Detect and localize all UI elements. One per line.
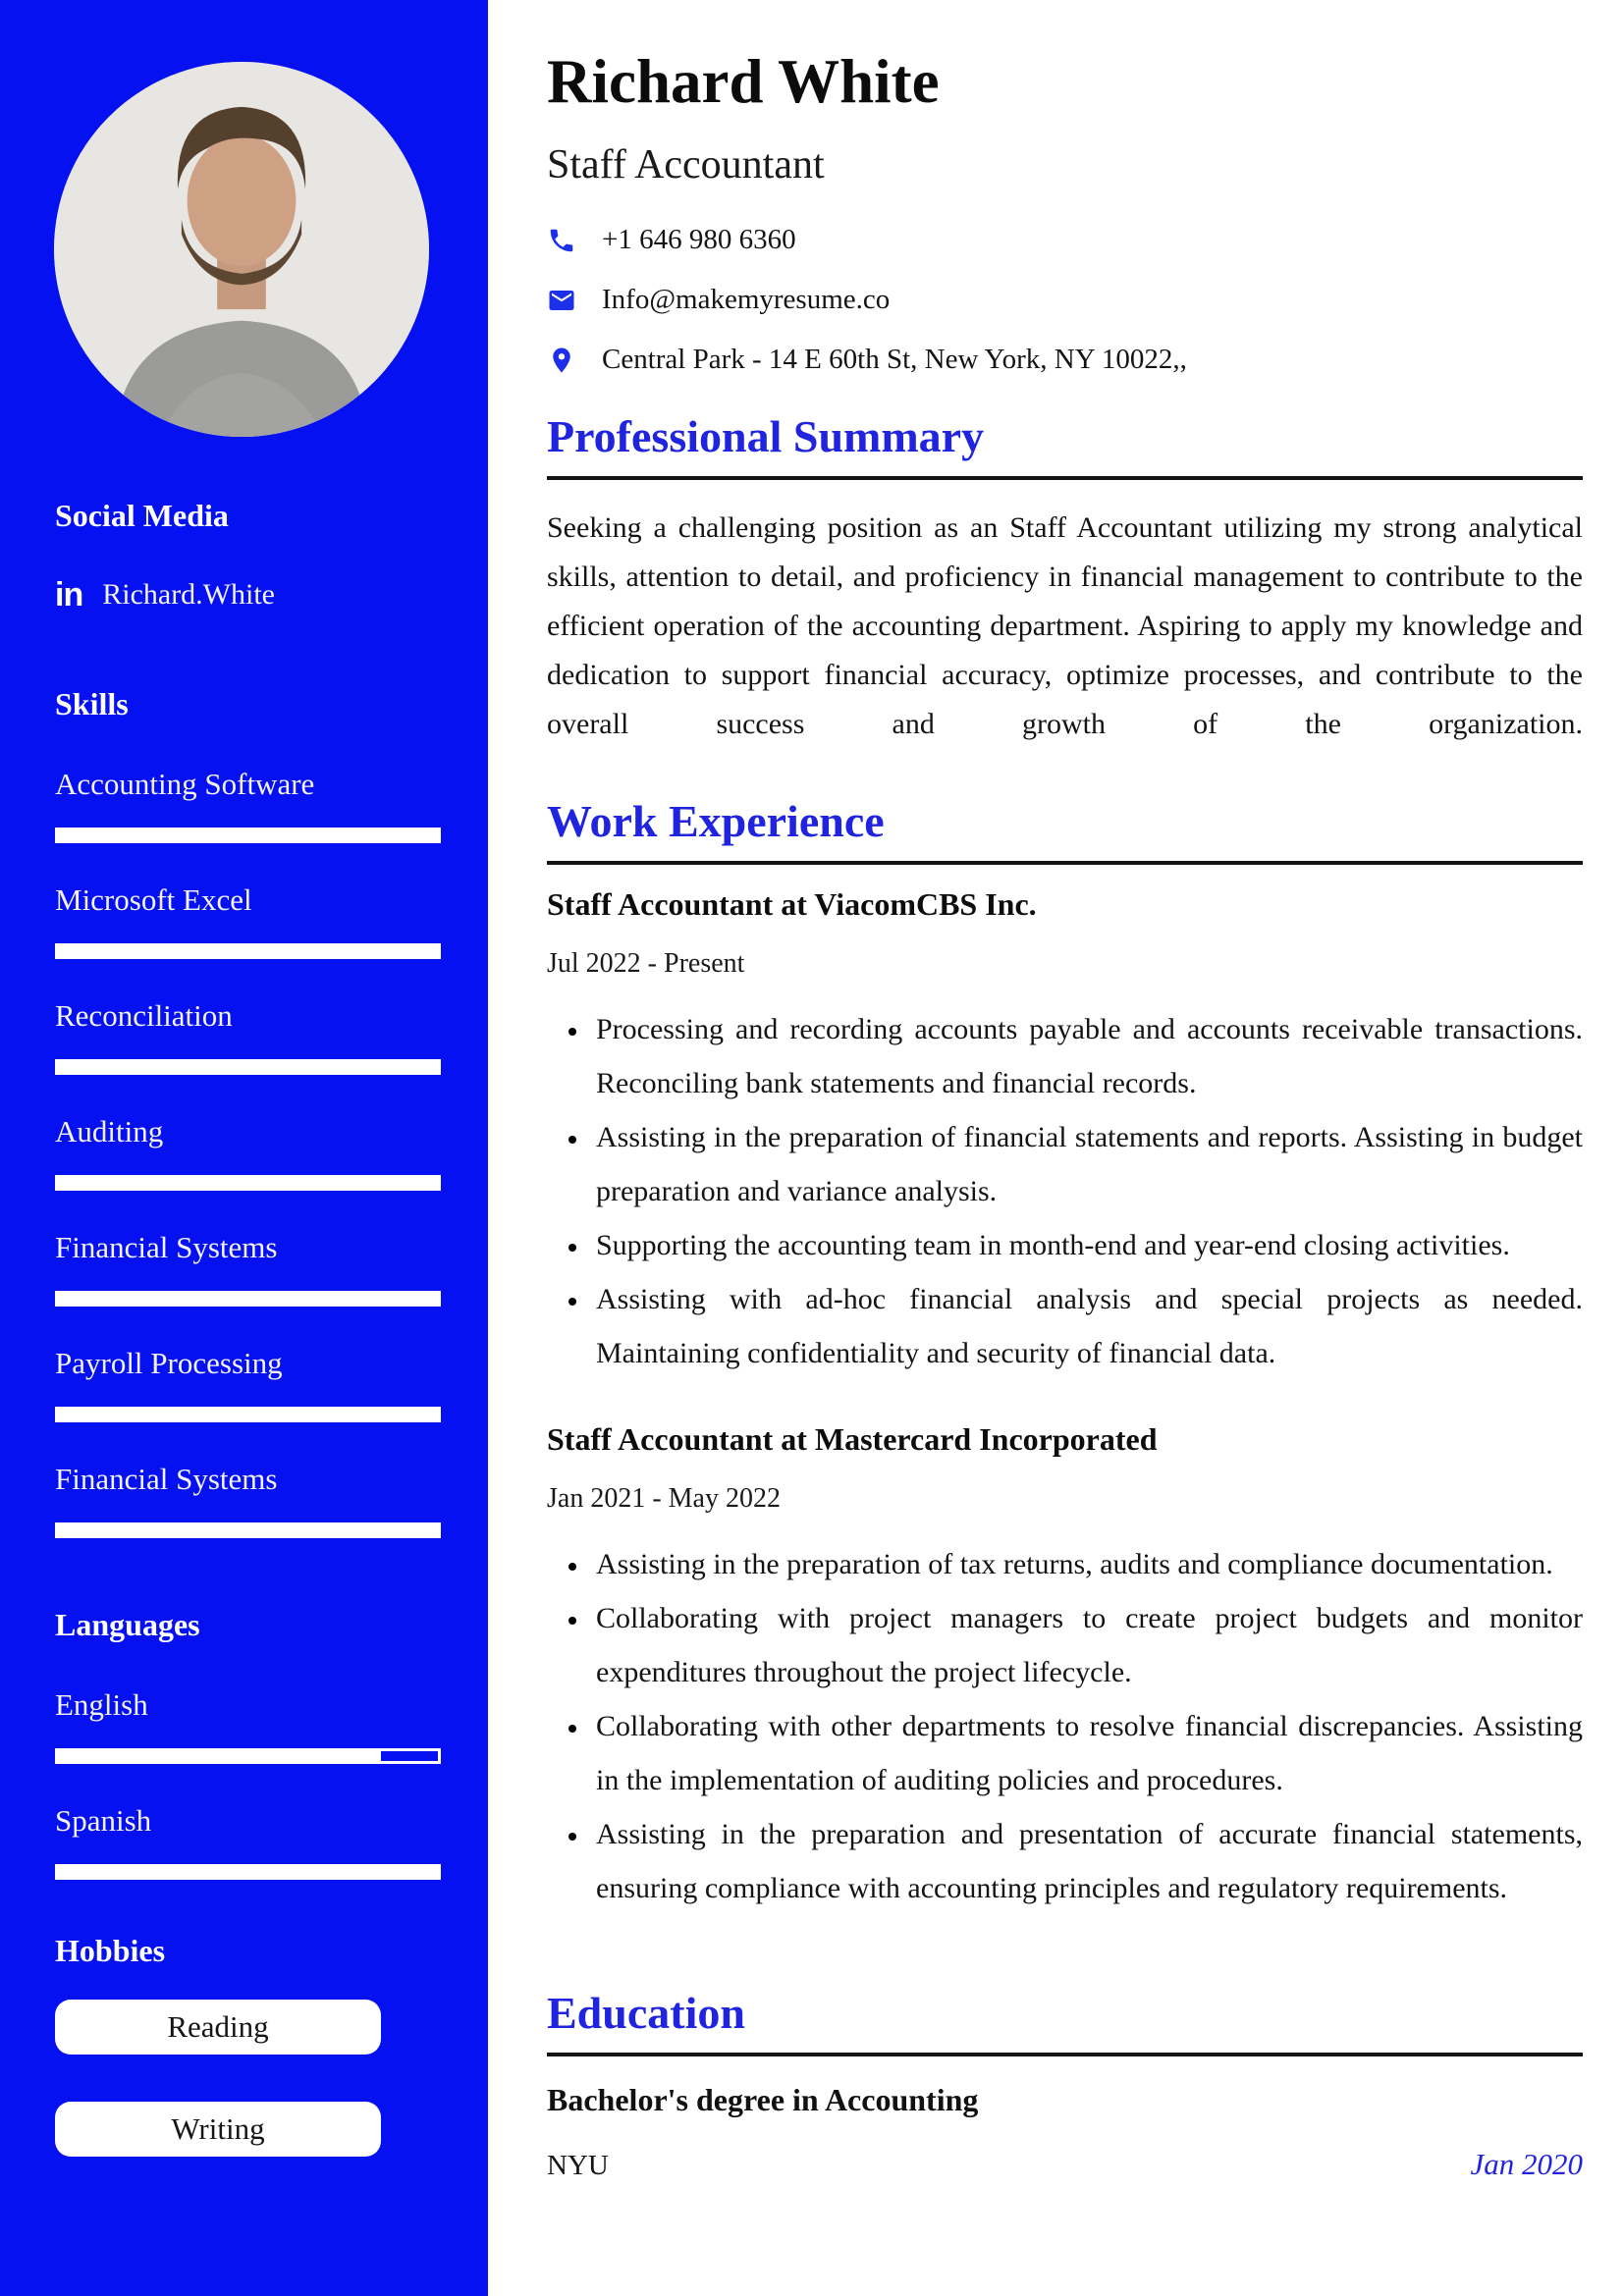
job-bullet: • Processing and recording accounts payable and accounts receivable transactions. Reconciling bank statements and financial records. <box>590 1002 1583 1110</box>
linkedin-row <box>55 578 441 612</box>
skill-item <box>55 882 441 959</box>
job-bullet: • Collaborating with other departments to resolve financial discrepancies. Assisting in the implementation of auditing policies and procedures. <box>590 1699 1583 1807</box>
skill-item <box>55 1114 441 1191</box>
job-title: Staff Accountant at ViacomCBS Inc. <box>547 886 1037 922</box>
job-dates: Jan 2021 - May 2022 <box>547 1483 781 1514</box>
main-content <box>488 0 1623 2296</box>
skill-item <box>55 1462 441 1538</box>
education-detail-row <box>547 2147 1583 2182</box>
skill-bar <box>55 943 441 959</box>
skill-name: Reconciliation <box>55 998 233 1033</box>
language-bar <box>55 1864 441 1880</box>
hobbies-heading: Hobbies <box>55 1933 166 1968</box>
person-role: Staff Accountant <box>547 142 825 187</box>
skill-bar <box>55 1175 441 1191</box>
skill-name: Auditing <box>55 1114 164 1148</box>
email-address: Info@makemyresume.co <box>602 284 891 315</box>
social-media-heading: Social Media <box>55 498 229 533</box>
hobby-pill: Reading <box>55 2000 381 2055</box>
language-bar-fill <box>58 1751 381 1761</box>
hobby-pill: Writing <box>55 2102 381 2157</box>
skill-bar <box>55 1407 441 1422</box>
school-name: NYU <box>547 2150 609 2181</box>
skill-bar-fill <box>58 1525 438 1535</box>
language-list <box>0 1687 488 1880</box>
skill-name: Financial Systems <box>55 1230 278 1264</box>
summary-heading: Professional Summary <box>547 411 985 461</box>
skill-bar-fill <box>58 1294 438 1304</box>
experience-heading: Work Experience <box>547 796 885 846</box>
skill-bar-fill <box>58 1178 438 1188</box>
skill-name: Payroll Processing <box>55 1346 283 1380</box>
degree-title: Bachelor's degree in Accounting <box>547 2082 979 2117</box>
language-item <box>55 1687 441 1764</box>
skill-bar <box>55 1522 441 1538</box>
skill-item <box>55 1346 441 1422</box>
skill-bar-fill <box>58 946 438 956</box>
experience-divider <box>547 861 1583 865</box>
job-bullet: • Supporting the accounting team in month-end and year-end closing activities. <box>590 1218 1583 1272</box>
hobby-list <box>0 2000 488 2157</box>
summary-text: Seeking a challenging position as an Staff Accountant utilizing my strong analytical skills, attention to detail, and proficiency in financial management to contribute to the efficient operation of the accounting department. Aspiring to apply my knowledge and dedication to support financial accuracy, optimize processes, and contribute to the overall success and growth of the organization. <box>547 511 1583 740</box>
skill-item <box>55 998 441 1075</box>
linkedin-icon: in <box>55 576 83 614</box>
profile-photo <box>54 62 429 437</box>
education-section <box>547 1986 1583 2182</box>
job-bullet: • Assisting in the preparation of financial statements and reports. Assisting in budget preparation and variance analysis. <box>590 1110 1583 1218</box>
experience-section <box>547 794 1583 1915</box>
skill-bar <box>55 1059 441 1075</box>
skill-bar-fill <box>58 1062 438 1072</box>
linkedin-handle: Richard.White <box>102 578 275 611</box>
contact-phone-row <box>547 224 1583 256</box>
postal-address: Central Park - 14 E 60th St, New York, NY 10022,, <box>602 344 1187 375</box>
job-bullets <box>547 1002 1583 1380</box>
skill-bar <box>55 1291 441 1307</box>
phone-icon <box>547 226 576 255</box>
job-bullet: • Assisting in the preparation of tax returns, audits and compliance documentation. <box>590 1537 1583 1591</box>
skill-list <box>0 767 488 1538</box>
job-bullet: • Collaborating with project managers to create project budgets and monitor expenditures throughout the project lifecycle. <box>590 1591 1583 1699</box>
language-bar <box>55 1748 441 1764</box>
language-name: English <box>55 1687 148 1722</box>
job-list <box>547 884 1583 1915</box>
contact-email-row <box>547 284 1583 316</box>
job-entry <box>547 1419 1583 1915</box>
skill-item <box>55 1230 441 1307</box>
languages-heading: Languages <box>55 1607 200 1642</box>
skills-heading: Skills <box>55 686 129 721</box>
phone-number: +1 646 980 6360 <box>602 224 796 255</box>
person-name: Richard White <box>547 47 940 116</box>
language-name: Spanish <box>55 1803 152 1838</box>
summary-divider <box>547 476 1583 480</box>
job-entry <box>547 884 1583 1380</box>
skill-name: Microsoft Excel <box>55 882 252 917</box>
skill-bar <box>55 828 441 843</box>
job-bullet: • Assisting in the preparation and presentation of accurate financial statements, ensuring compliance with accounting principles and regulatory requirements. <box>590 1807 1583 1915</box>
skill-name: Financial Systems <box>55 1462 278 1496</box>
language-item <box>55 1803 441 1880</box>
skill-bar-fill <box>58 830 438 840</box>
skill-item <box>55 767 441 843</box>
education-divider <box>547 2053 1583 2056</box>
skill-name: Accounting Software <box>55 767 315 801</box>
contact-address-row <box>547 344 1583 376</box>
education-heading: Education <box>547 1988 745 2038</box>
email-icon <box>547 286 576 315</box>
education-date: Jan 2020 <box>1470 2147 1583 2181</box>
summary-section <box>547 409 1583 749</box>
job-title: Staff Accountant at Mastercard Incorporated <box>547 1421 1158 1457</box>
job-bullets <box>547 1537 1583 1915</box>
job-bullet: • Assisting with ad-hoc financial analysis and special projects as needed. Maintaining confidentiality and security of financial data. <box>590 1272 1583 1380</box>
location-pin-icon <box>547 346 576 375</box>
job-dates: Jul 2022 - Present <box>547 948 745 979</box>
language-bar-fill <box>58 1867 438 1877</box>
avatar-illustration <box>54 62 429 437</box>
skill-bar-fill <box>58 1410 438 1419</box>
sidebar <box>0 0 488 2296</box>
